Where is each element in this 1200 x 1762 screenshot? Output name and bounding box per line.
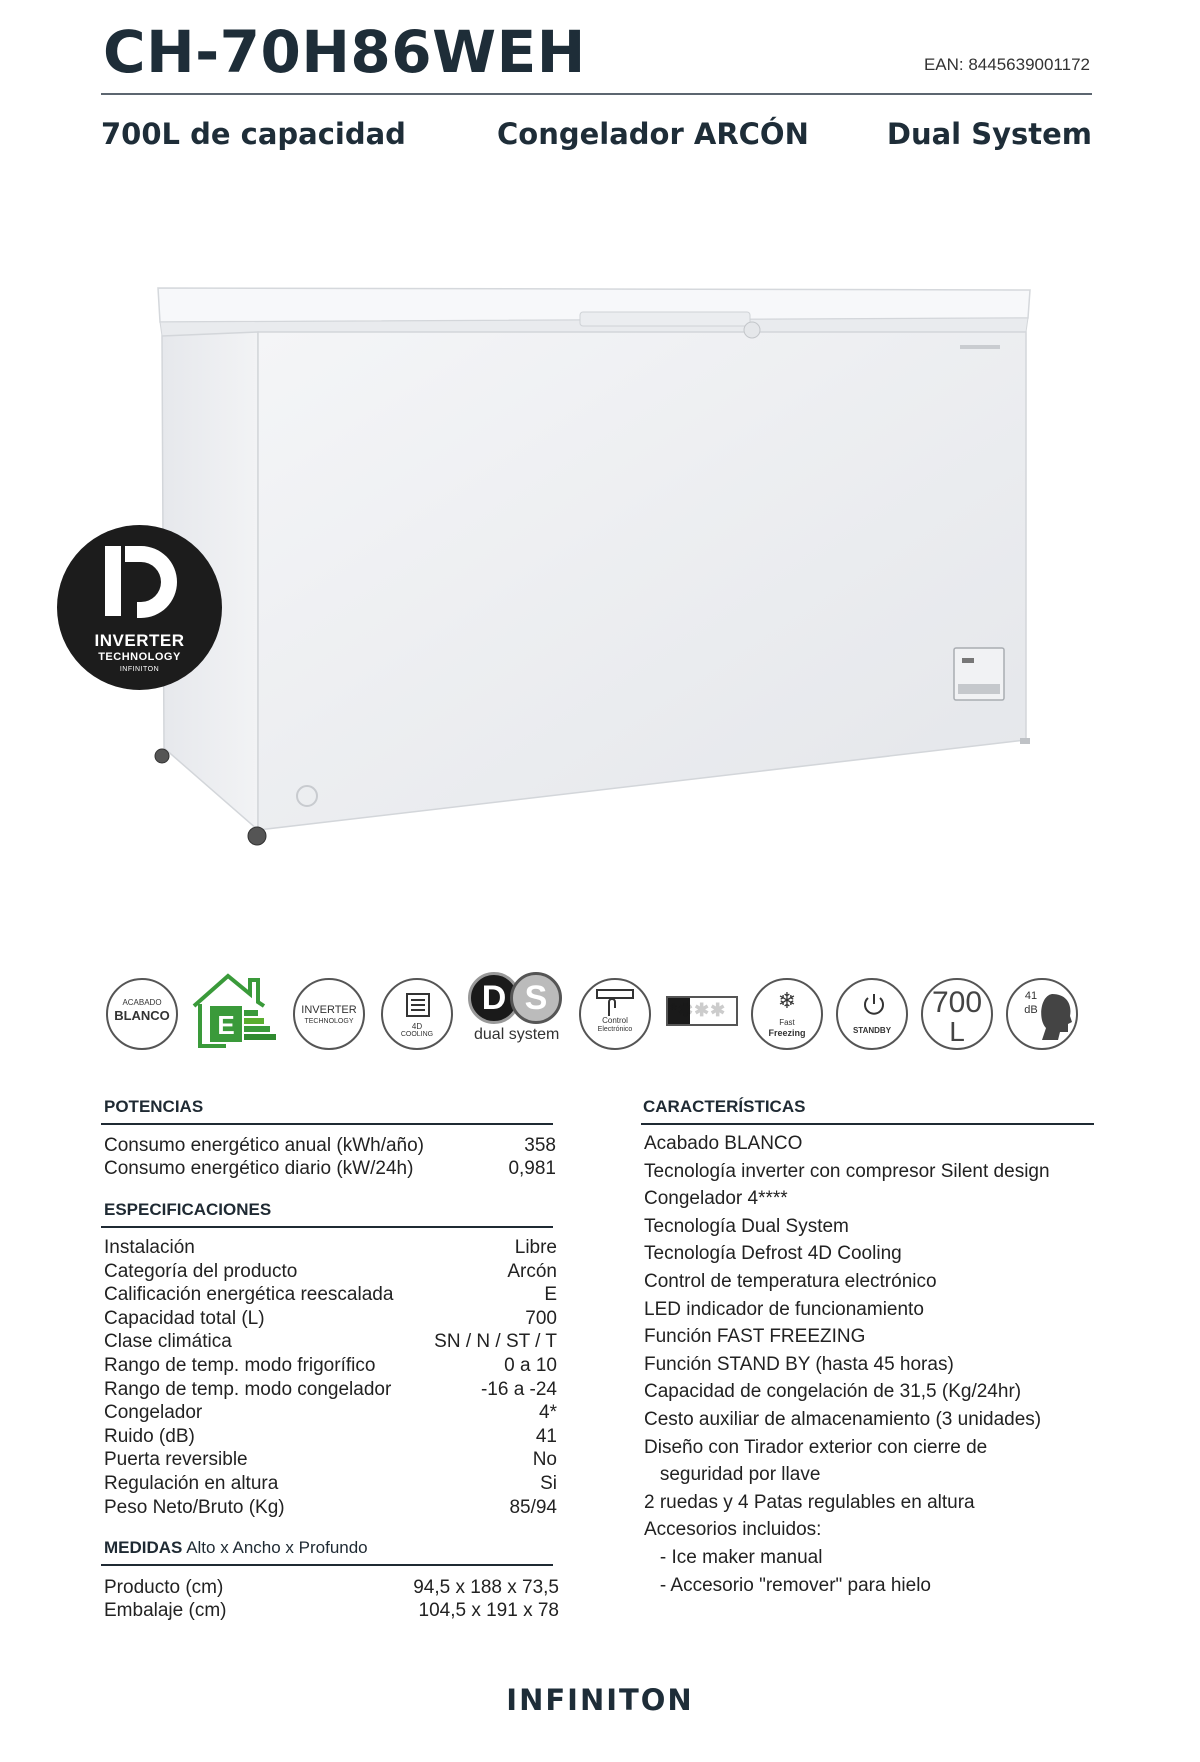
feature-icons-strip <box>101 970 1091 1060</box>
noise-value: 41 <box>1024 990 1038 1002</box>
control-label-1: Control <box>602 1016 628 1025</box>
spec-value: SN / N / ST / T <box>434 1331 557 1352</box>
dual-d-letter: D <box>468 972 520 1024</box>
potencias-divider <box>101 1123 553 1125</box>
stars-label: *✱✱✱ <box>670 1000 727 1020</box>
feature-item: Cesto auxiliar de almacenamiento (3 unidades) <box>644 1409 1042 1430</box>
spec-value: Arcón <box>507 1261 557 1282</box>
capacity-700l-icon <box>921 978 993 1050</box>
spec-value: 85/94 <box>509 1497 557 1518</box>
badge-line1: INVERTER <box>94 631 185 650</box>
feature-item: 2 ruedas y 4 Patas regulables en altura <box>644 1492 975 1513</box>
spec-key: Rango de temp. modo frigorífico <box>104 1355 376 1376</box>
caracteristicas-title: CARACTERÍSTICAS <box>643 1097 806 1116</box>
electronic-control-icon <box>579 978 651 1050</box>
spec-value: Si <box>540 1473 557 1494</box>
noise-unit: dB <box>1024 1004 1038 1016</box>
control-label-2: Electrónico <box>597 1026 633 1033</box>
spec-key: Congelador <box>104 1402 203 1423</box>
spec-key: Calificación energética reescalada <box>104 1284 394 1305</box>
spec-value: 0,981 <box>508 1158 556 1179</box>
spec-value: E <box>544 1284 557 1305</box>
inverter-technology-icon <box>293 978 365 1050</box>
cooling-label: 4D <box>411 1022 423 1031</box>
feature-item: Tecnología Defrost 4D Cooling <box>644 1243 902 1264</box>
spec-key: Capacidad total (L) <box>104 1308 265 1329</box>
feature-item: Tecnología inverter con compresor Silent design <box>644 1161 1050 1182</box>
ean-code: EAN: 8445639001172 <box>923 55 1090 74</box>
spec-key: Consumo energético anual (kWh/año) <box>104 1135 425 1156</box>
spec-key: Consumo energético diario (kW/24h) <box>104 1158 414 1179</box>
subtitle-system: Dual System <box>886 117 1092 151</box>
dual-system-icon <box>468 970 570 1060</box>
spec-value: -16 a -24 <box>480 1379 557 1400</box>
medidas-title-bold: MEDIDAS <box>104 1538 183 1557</box>
spec-value: No <box>532 1449 557 1470</box>
spec-key: Producto (cm) <box>104 1577 224 1598</box>
feature-item: Función STAND BY (hasta 45 horas) <box>644 1354 954 1375</box>
spec-key: Instalación <box>104 1237 195 1258</box>
fast-label-2: Freezing <box>768 1028 806 1038</box>
spec-value: 94,5 x 188 x 73,5 <box>413 1577 559 1598</box>
spec-key: Embalaje (cm) <box>104 1600 227 1621</box>
cooling-sub-label: COOLING <box>400 1031 434 1038</box>
snowflake-icon: ❄ <box>777 988 797 1013</box>
energy-class-label: E <box>217 1010 235 1040</box>
feature-item: seguridad por llave <box>644 1464 821 1485</box>
spec-key: Peso Neto/Bruto (Kg) <box>104 1497 285 1518</box>
inverter-sub-label: TECHNOLOGY <box>304 1018 354 1025</box>
medidas-divider <box>101 1564 553 1566</box>
four-star-freezer-icon <box>666 996 738 1026</box>
chest-freezer-image <box>140 270 1040 860</box>
inverter-label: INVERTER <box>301 1004 357 1016</box>
standby-icon <box>836 978 908 1050</box>
capacity-value: 700 <box>931 986 983 1019</box>
cooling-box-icon <box>405 992 431 1018</box>
spec-value: Libre <box>514 1237 557 1258</box>
subtitle-type: Congelador ARCÓN <box>497 117 809 151</box>
badge-line3: INFINITON <box>119 666 160 673</box>
finish-white-icon <box>106 978 178 1050</box>
fast-label-1: Fast <box>779 1018 795 1027</box>
spec-value: 4* <box>539 1402 557 1423</box>
fast-freezing-icon <box>751 978 823 1050</box>
cooling-4d-icon <box>381 978 453 1050</box>
spec-key: Ruido (dB) <box>104 1426 195 1447</box>
feature-item: Accesorios incluidos: <box>644 1519 822 1540</box>
feature-item: - Ice maker manual <box>644 1547 823 1568</box>
header-divider <box>101 93 1092 95</box>
spec-key: Categoría del producto <box>104 1261 298 1282</box>
spec-key: Clase climática <box>104 1331 232 1352</box>
inverter-logo-icon <box>97 541 182 626</box>
spec-key: Rango de temp. modo congelador <box>104 1379 392 1400</box>
feature-item: Función FAST FREEZING <box>644 1326 866 1347</box>
spec-key: Puerta reversible <box>104 1449 248 1470</box>
head-silhouette-icon <box>1038 992 1074 1042</box>
especificaciones-divider <box>101 1226 553 1228</box>
spec-value: 700 <box>525 1308 557 1329</box>
brand-logo: INFINITON <box>506 1683 694 1717</box>
feature-item: Congelador 4**** <box>644 1188 788 1209</box>
spec-key: Regulación en altura <box>104 1473 279 1494</box>
caracteristicas-divider <box>641 1123 1094 1125</box>
feature-item: LED indicador de funcionamiento <box>644 1299 924 1320</box>
inverter-technology-badge <box>57 525 222 690</box>
spec-value: 0 a 10 <box>504 1355 557 1376</box>
capacity-unit: L <box>949 1016 965 1047</box>
feature-item: Control de temperatura electrónico <box>644 1271 937 1292</box>
dual-s-letter: S <box>510 972 562 1024</box>
spec-value: 41 <box>535 1426 557 1447</box>
model-title: CH-70H86WEH <box>103 18 586 86</box>
feature-item: Acabado BLANCO <box>644 1133 803 1154</box>
standby-label: STANDBY <box>852 1026 892 1035</box>
finish-label: BLANCO <box>114 1008 170 1023</box>
feature-item: - Accesorio "remover" para hielo <box>644 1575 931 1596</box>
power-icon <box>860 990 888 1018</box>
feature-item: Capacidad de congelación de 31,5 (Kg/24hr) <box>644 1381 1022 1402</box>
potencias-title: POTENCIAS <box>104 1097 204 1116</box>
energy-class-house-icon <box>190 970 282 1050</box>
medidas-title-suffix: Alto x Ancho x Profundo <box>182 1538 368 1557</box>
badge-line2: TECHNOLOGY <box>98 651 181 663</box>
especificaciones-title: ESPECIFICACIONES <box>104 1200 272 1219</box>
hand-touch-icon <box>595 988 635 1018</box>
dual-system-label: dual system <box>474 1026 560 1043</box>
spec-value: 104,5 x 191 x 78 <box>418 1600 559 1621</box>
subtitle-capacity: 700L de capacidad <box>101 117 406 151</box>
feature-item: Tecnología Dual System <box>644 1216 849 1237</box>
medidas-title <box>104 1538 368 1558</box>
feature-item: Diseño con Tirador exterior con cierre de <box>644 1437 988 1458</box>
finish-small-label: ACABADO <box>122 998 162 1007</box>
spec-value: 358 <box>524 1135 556 1156</box>
noise-41db-icon <box>1006 978 1078 1050</box>
